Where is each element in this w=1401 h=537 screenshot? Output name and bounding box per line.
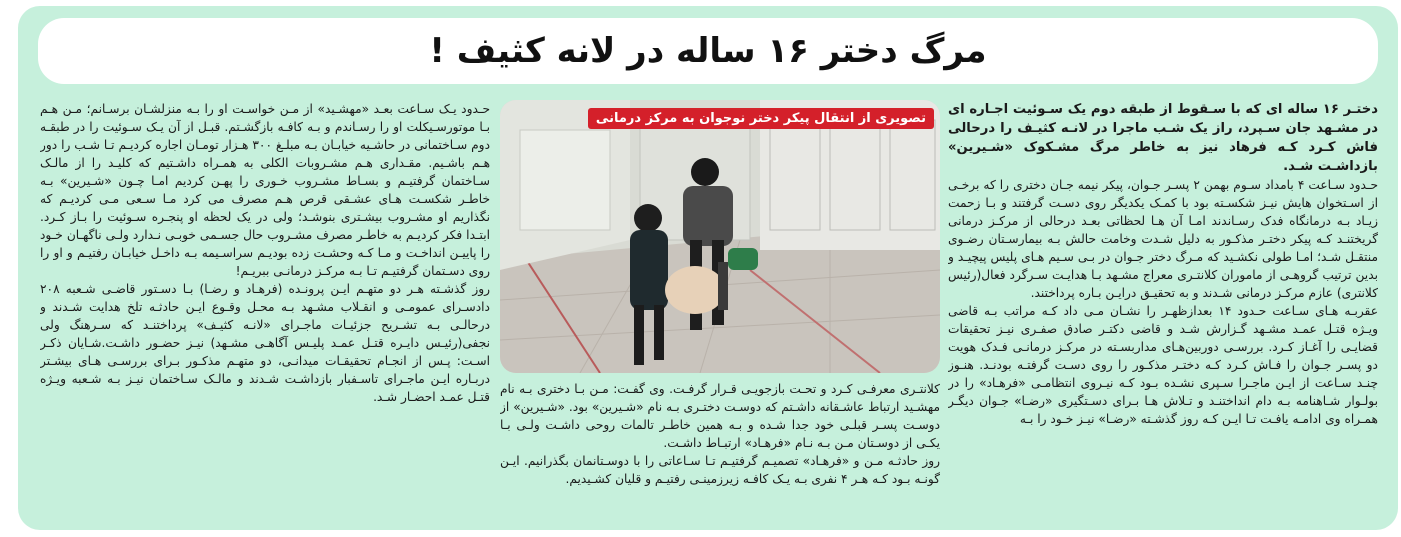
body-paragraph: کلانتـری معرفـی کـرد و تحـت بازجویـی قـرار گرفـت. وی گفـت: مـن بـا دختری بـه نام مهشـید ارتباط عاشـقانه داشـتم که دوسـت دختـری بـه نام «شـیرین» بود. «شـیرین» از دوسـت پسـر قبلـی خود جدا شـده و بـه همین خاطـر تالمات روحی داشـت ولـی بـا یکـی از دوسـتان مـن بـه نـام «فرهـاد» ارتبـاط داشـت. <box>500 382 940 450</box>
article-frame <box>18 6 1398 530</box>
body-paragraph: عقربـه هـای سـاعت حـدود ۱۴ بعدازظهـر را نشـان مـی داد کـه مراتب بـه قاضی ویـژه قتـل عمـد مشـهد گـزارش شـد و قاضی دکتـر صادق صفـری نیـز تحقیقات قضایـی را آغـاز کـرد. بررسـی دوربین‌هـای مداربسـته در مرکـز درمانـی فـدک هویت دو پسـر جـوان را فـاش کـرد کـه دختـر مذکـور را روی دسـت گرفتـه بودنـد. هنـوز چنـد سـاعت از ایـن ماجـرا سـپری نشـده بـود کـه نیـروی انتظامـی «فرهـاد» را در بولـوار شـاهنامه بـه دام انداختنـد و تـلاش هـا بـرای دسـتگیری «رضـا» جـوان دیگـر همـراه وی ادامـه یافـت تـا ایـن کـه روز گذشـته «رضـا» نیـز خـود را بـه <box>948 304 1378 426</box>
lead-paragraph: دختـر ۱۶ ساله ای که با سـقوط از طبقه دوم یک سـوئیت اجـاره ای در مشـهد جان سـپرد، راز یک شـب ماجرا در لانـه کثیـف را درحالی فاش کـرد کـه فرهاد نیز به خاطر مرگ مشـکوک «شـیرین» بازداشـت شـد. <box>948 102 1378 174</box>
body-paragraph: روز حادثـه مـن و «فرهـاد» تصمیـم گرفتیـم تـا سـاعاتی را با دوسـتانمان بگذرانیم. ایـن گونـه بـود کـه هـر ۴ نفری بـه یـک کافـه زیرزمینـی رفتیـم و قلیان کشـیدیم. <box>500 454 940 486</box>
body-paragraph: حـدود یـک سـاعت بعـد «مهشـید» از مـن خواسـت او را بـه منزلشـان برسـانم؛ مـن هـم بـا موتورسـیکلت او را رسـاندم و بـه کافـه بازگشـتم. قبـل از آن یـک سـوئیت را در طبقـه دوم سـاختمانی در حاشـیه خیابـان بـه مبلـغ ۳۰۰ هـزار تومـان اجاره کردیـم تـا شـب را دور هـم باشـیم. مقـداری هـم مشـروبات الکلی به همـراه داشـتیم که کلیـد را از مالـک سـاختمان گرفتیـم و بسـاط مشـروب خـوری را پهـن کردیم امـا چـون «شـیرین» بـه خاطـر شکسـت هـای عشـقی قرص هـم مصرف می کرد مـا سـعی مـی کردیـم که نگذاریم او مشـروب بیشـتری بنوشـد؛ ولی در یک لحظه او پنجـره سـوئیت را بـاز کـرد. ابتـدا فکر کردیـم به خاطـر مصرف مشـروب حال جسـمی خوبـی نـدارد ولـی ناگهـان خـود را پاییـن انداخـت و مـا کـه وحشـت زده بودیـم سراسـیمه بـه داخـل خیابـان رفتیـم و او را روی دسـتمان گرفتیـم تـا بـه مرکـز درمانـی ببریـم! <box>40 102 490 278</box>
cctv-scene-image <box>500 100 940 373</box>
news-photo <box>500 100 940 373</box>
body-paragraph: حـدود سـاعت ۴ بامداد سـوم بهمن ۲ پسـر جـوان، پیکر نیمه جـان دختری را که برخـی از اسـتخوان هایش نیـز شکسـته بود با کمـک یکدیگر روی دسـت گرفتند و بـا زحمت زیـاد بـه درمانگاه فدک رسـاندند امـا آن هـا لحظاتی بعـد درحالی از مرکـز درمانی گریختنـد کـه پیکر دختـر مذکـور به دلیل شـدت وخامت حالش بـه بیمارسـتان رضـوی منتقـل شـد؛ امـا طولی نکشـید که مـرگ دختر جـوان در بـی سـیم هـای پلیس پیچیـد و بدین ترتیب گروهـی از ماموران کلانتـری معراج مشـهد بـا هدایـت سـرگرد فعال(رئیس کلانتری) عازم مرکـز درمانی شـدند و به تحقیـق درایـن بـاره پرداختند. <box>948 178 1378 300</box>
body-paragraph: روز گذشـته هـر دو متهـم ایـن پرونـده (فرهـاد و رضـا) بـا دسـتور قاضـی شـعبه ۲۰۸ دادسـرای عمومـی و انقـلاب مشـهد بـه محـل وقـوع ایـن حادثـه تلخ هدایت شـدند و درحالـی بـه تشـریح جزئیـات ماجـرای «لانـه کثیـف» پرداختنـد که سـرهنگ ولی نجفی(رئیـس دایـره قتـل عمـد پلیـس آگاهـی مشـهد) نیـز حضـور داشـت.شـایان ذکـر اسـت: پـس از انجـام تحقیقـات میدانـی، دو متهـم مذکـور بـرای بررسـی هـای بیشـتر دربـاره ایـن ماجـرای تاسـفبار بازداشـت شـدند و مالـک سـاختمان نیـز بـه شـعبه ویـژه قتـل عمـد احضـار شـد. <box>40 282 490 404</box>
headline-box <box>38 18 1378 84</box>
article-column-middle <box>500 380 940 525</box>
headline: مرگ دختر ۱۶ ساله در لانه کثیف ! <box>429 31 987 71</box>
article-column-left <box>40 100 490 525</box>
image-caption: تصویری از انتقال پیکر دختر نوجوان به مرکز درمانی <box>588 108 934 129</box>
article-column-right <box>948 100 1378 525</box>
